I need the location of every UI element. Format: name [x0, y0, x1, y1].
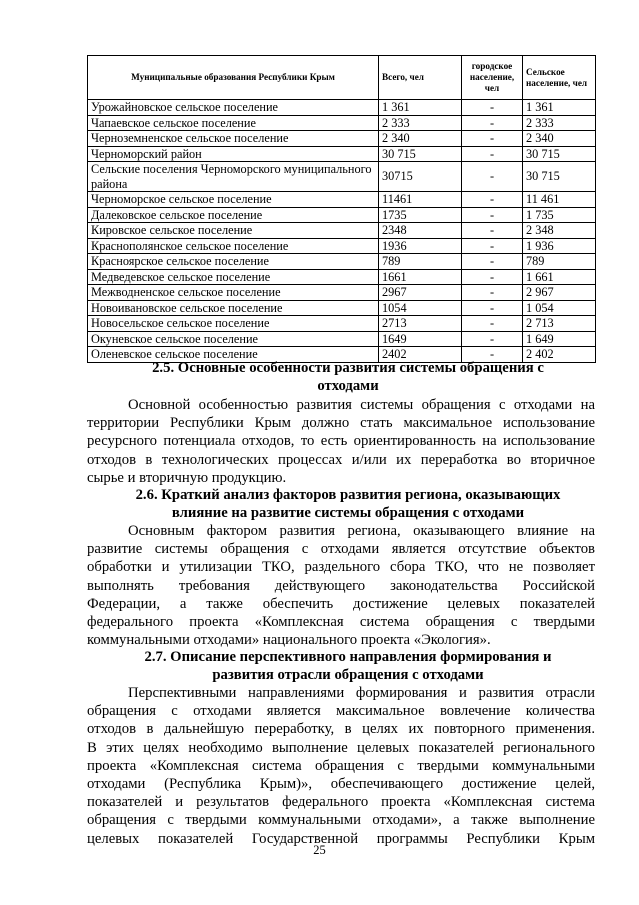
table-row: [88, 207, 596, 223]
cell-municipality: Новосельское сельское поселение: [88, 316, 379, 332]
cell-municipality: Красноярское сельское поселение: [88, 254, 379, 270]
table-row: [88, 316, 596, 332]
cell-municipality: Чапаевское сельское поселение: [88, 115, 379, 131]
table-row: [88, 300, 596, 316]
cell-total: 2 333: [379, 115, 462, 131]
section-heading: [94, 359, 602, 395]
paragraph-line: Федерации, а также обеспечить достижение целевых показателей: [87, 595, 595, 612]
cell-rural: 2 967: [523, 285, 596, 301]
paragraph-line: отходов в технологических процессах и/или их переработка во вторичное: [87, 451, 595, 468]
cell-rural: 2 333: [523, 115, 596, 131]
cell-urban: -: [462, 300, 523, 316]
cell-municipality: Окуневское сельское поселение: [88, 331, 379, 347]
cell-urban: -: [462, 269, 523, 285]
cell-rural: 2 402: [523, 347, 596, 363]
cell-urban: -: [462, 285, 523, 301]
cell-urban: -: [462, 238, 523, 254]
cell-total: 2348: [379, 223, 462, 239]
cell-urban: -: [462, 223, 523, 239]
header-total: Всего, чел: [379, 56, 462, 100]
cell-urban: -: [462, 146, 523, 162]
cell-total: 1 361: [379, 100, 462, 116]
table-row: [88, 269, 596, 285]
paragraph-line: коммунальными отходами» национального проекта «Экология».: [87, 632, 491, 649]
cell-municipality: Урожайновское сельское поселение: [88, 100, 379, 116]
table-row: [88, 162, 596, 192]
section-paragraph: [87, 522, 595, 649]
paragraph-line: обращения с отходами является максимальное вовлечение количества: [87, 703, 595, 720]
table-row: [88, 254, 596, 270]
table-row: [88, 223, 596, 239]
cell-urban: -: [462, 192, 523, 208]
header-urban: городское население, чел: [462, 56, 523, 100]
paragraph-line: проекта «Комплексная система обращения с твердыми коммунальными: [87, 757, 595, 774]
cell-rural: 2 348: [523, 223, 596, 239]
cell-rural: 1 649: [523, 331, 596, 347]
cell-urban: -: [462, 131, 523, 147]
cell-municipality: Медведевское сельское поселение: [88, 269, 379, 285]
paragraph-line: показателей и результатов федерального проекта «Комплексная система: [87, 794, 595, 811]
paragraph-line: федерального проекта «Комплексная система обращения с твердыми: [87, 614, 595, 631]
heading-line: отходами: [317, 378, 379, 394]
cell-municipality: Черноземненское сельское поселение: [88, 131, 379, 147]
cell-municipality: Краснополянское сельское поселение: [88, 238, 379, 254]
cell-rural: 1 054: [523, 300, 596, 316]
cell-urban: -: [462, 316, 523, 332]
paragraph-line: развитие системы обращения с отходами является отсутствие объектов: [87, 541, 595, 558]
table-row: [88, 238, 596, 254]
paragraph-line: обработки и утилизации ТКО, раздельного сбора ТКО, что не позволяет: [87, 559, 595, 576]
page-number: 25: [313, 843, 326, 857]
table-row: [88, 115, 596, 131]
cell-total: 2402: [379, 347, 462, 363]
cell-total: 1735: [379, 207, 462, 223]
header-rural: Сельское население, чел: [523, 56, 596, 100]
table-row: [88, 192, 596, 208]
heading-line: 2.7. Описание перспективного направления формирования и: [144, 649, 552, 665]
cell-rural: 11 461: [523, 192, 596, 208]
cell-total: 1661: [379, 269, 462, 285]
paragraph-line: целевых показателей Государственной программы Республики Крым: [87, 830, 595, 847]
cell-total: 2967: [379, 285, 462, 301]
cell-urban: -: [462, 331, 523, 347]
cell-total: 2713: [379, 316, 462, 332]
population-table: [87, 55, 596, 363]
paragraph-line: В этих целях необходимо выполнение целевых показателей регионального: [87, 739, 595, 756]
cell-urban: -: [462, 254, 523, 270]
heading-line: влияние на развитие системы обращения с отходами: [171, 505, 525, 521]
cell-rural: 1 361: [523, 100, 596, 116]
cell-rural: 1 735: [523, 207, 596, 223]
cell-total: 1936: [379, 238, 462, 254]
cell-municipality: Черноморское сельское поселение: [88, 192, 379, 208]
table-row: [88, 285, 596, 301]
paragraph-line: ресурсного потенциала отходов, то есть ориентированность на использование: [87, 433, 595, 450]
section-heading: [94, 648, 602, 684]
cell-total: 30715: [379, 162, 462, 192]
table-row: [88, 100, 596, 116]
header-municipality: Муниципальные образования Республики Крым: [88, 56, 379, 100]
cell-municipality: Далековское сельское поселение: [88, 207, 379, 223]
paragraph-line: Основным фактором развития региона, оказывающего влияние на: [128, 523, 595, 539]
heading-line: 2.5. Основные особенности развития системы обращения с: [152, 360, 544, 376]
cell-municipality: Оленевское сельское поселение: [88, 347, 379, 363]
cell-rural: 2 340: [523, 131, 596, 147]
table-row: [88, 146, 596, 162]
cell-total: 11461: [379, 192, 462, 208]
cell-rural: 30 715: [523, 162, 596, 192]
table-body: [88, 100, 596, 363]
cell-total: 1054: [379, 300, 462, 316]
cell-urban: -: [462, 207, 523, 223]
cell-urban: -: [462, 100, 523, 116]
paragraph-line: отходов в дальнейшую переработку, в целях их повторного применения.: [87, 721, 595, 738]
paragraph-line: территории Республики Крым должно стать максимальное использование: [87, 415, 595, 432]
cell-rural: 1 661: [523, 269, 596, 285]
paragraph-line: сырье и вторичную продукцию.: [87, 469, 287, 486]
paragraph-line: выполнять требования действующего законодательства Российской: [87, 577, 595, 594]
cell-municipality: Кировское сельское поселение: [88, 223, 379, 239]
paragraph-line: отходами (Республика Крым)», обеспечивающего достижение целей,: [87, 776, 595, 793]
cell-total: 1649: [379, 331, 462, 347]
table-row: [88, 131, 596, 147]
cell-rural: 30 715: [523, 146, 596, 162]
paragraph-line: обращения с твердыми коммунальными отходами», а также выполнение: [87, 812, 595, 829]
section-heading: [94, 486, 602, 522]
section-paragraph: [87, 396, 595, 487]
cell-municipality: Новоивановское сельское поселение: [88, 300, 379, 316]
heading-line: 2.6. Краткий анализ факторов развития региона, оказывающих: [135, 487, 561, 503]
cell-total: 789: [379, 254, 462, 270]
cell-total: 30 715: [379, 146, 462, 162]
cell-rural: 2 713: [523, 316, 596, 332]
cell-municipality: Сельские поселения Черноморского муниципального района: [88, 162, 379, 192]
cell-urban: -: [462, 347, 523, 363]
heading-line: развития отрасли обращения с отходами: [212, 667, 484, 683]
paragraph-line: Перспективными направлениями формирования и развития отрасли: [128, 685, 595, 701]
cell-urban: -: [462, 115, 523, 131]
cell-rural: 789: [523, 254, 596, 270]
cell-total: 2 340: [379, 131, 462, 147]
cell-municipality: Межводненское сельское поселение: [88, 285, 379, 301]
cell-municipality: Черноморский район: [88, 146, 379, 162]
cell-rural: 1 936: [523, 238, 596, 254]
table-row: [88, 331, 596, 347]
section-paragraph: [87, 684, 595, 848]
paragraph-line: Основной особенностью развития системы обращения с отходами на: [128, 397, 595, 413]
cell-urban: -: [462, 162, 523, 192]
